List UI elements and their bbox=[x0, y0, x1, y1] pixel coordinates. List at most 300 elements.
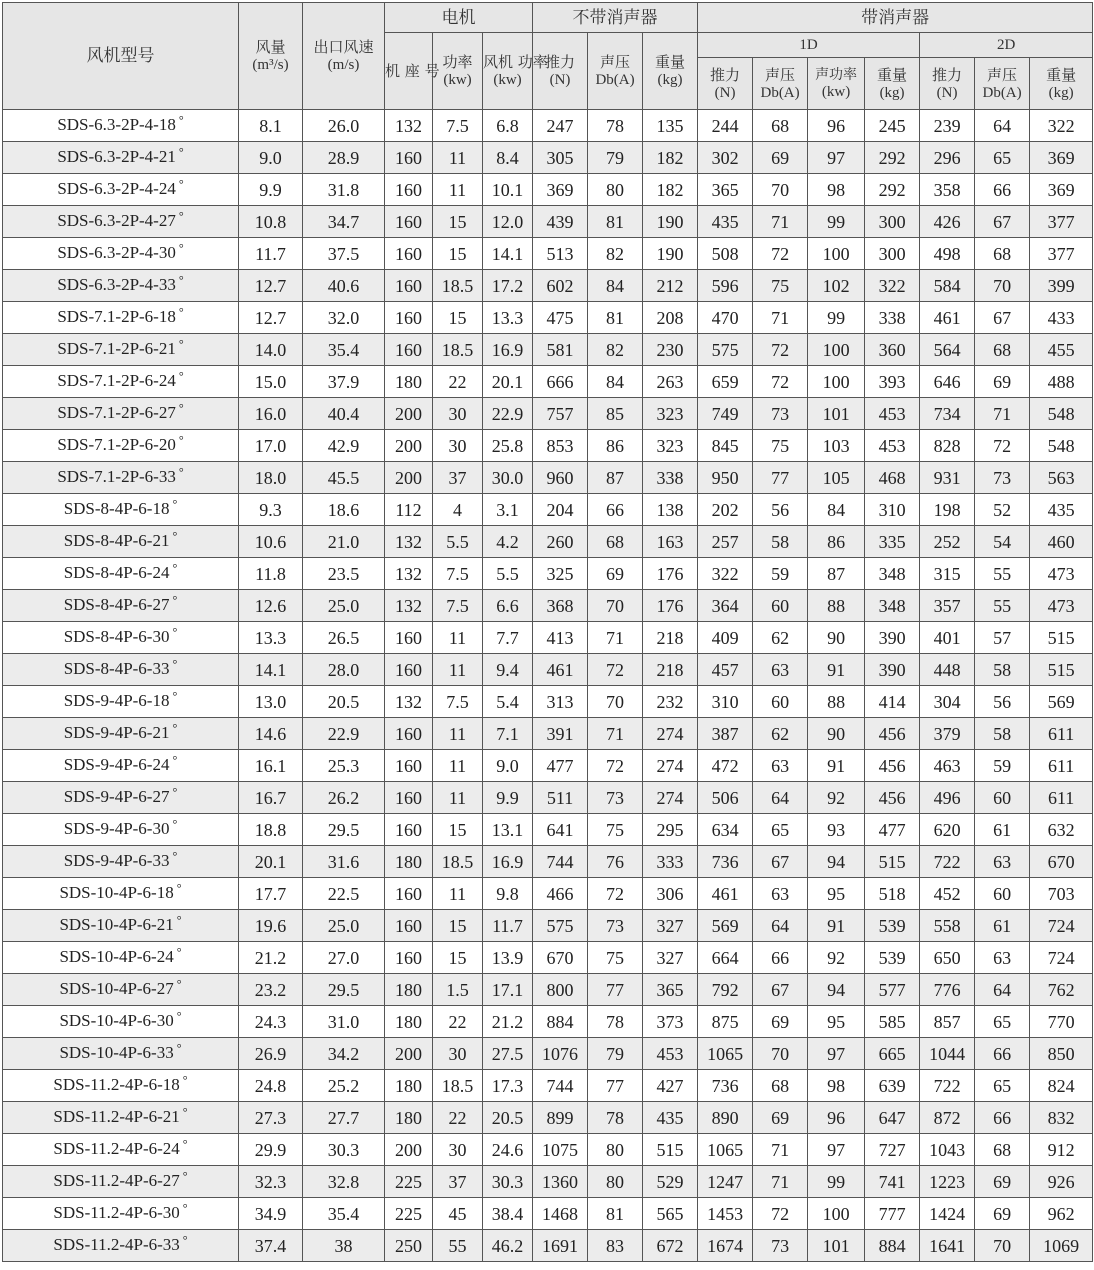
table-cell: 11.8 bbox=[239, 558, 303, 590]
table-cell: 3.1 bbox=[483, 494, 533, 526]
table-row bbox=[3, 1198, 1093, 1230]
table-cell: 225 bbox=[385, 1198, 433, 1230]
header-weight-no-silencer bbox=[643, 33, 698, 110]
header-spl-2d-unit: Db(A) bbox=[982, 84, 1022, 101]
header-motor-power bbox=[433, 33, 483, 110]
table-cell: 16.0 bbox=[239, 398, 303, 430]
table-cell: 569 bbox=[698, 910, 753, 942]
table-cell: 200 bbox=[385, 1134, 433, 1166]
table-row bbox=[3, 878, 1093, 910]
table-cell: 539 bbox=[865, 942, 920, 974]
header-thrust-label: 推力 bbox=[545, 53, 576, 71]
model-name: SDS-8-4P-6-24 bbox=[63, 563, 170, 582]
table-cell: 515 bbox=[643, 1134, 698, 1166]
table-cell: 401 bbox=[920, 622, 975, 654]
table-cell: 65 bbox=[975, 1006, 1030, 1038]
table-cell: 461 bbox=[698, 878, 753, 910]
table-cell: 475 bbox=[533, 302, 588, 334]
degree-mark: ° bbox=[176, 977, 182, 991]
table-cell: 75 bbox=[753, 430, 808, 462]
header-thrust-2d-label: 推力 bbox=[932, 65, 963, 84]
table-cell: 212 bbox=[643, 270, 698, 302]
table-cell: 180 bbox=[385, 974, 433, 1006]
table-cell: 63 bbox=[753, 878, 808, 910]
table-cell: 1691 bbox=[533, 1230, 588, 1262]
table-cell: 32.3 bbox=[239, 1166, 303, 1198]
table-cell: 160 bbox=[385, 654, 433, 686]
table-cell: 29.5 bbox=[303, 814, 385, 846]
table-cell: 17.7 bbox=[239, 878, 303, 910]
table-cell: 24.6 bbox=[483, 1134, 533, 1166]
table-cell: 34.9 bbox=[239, 1198, 303, 1230]
table-cell: 20.5 bbox=[483, 1102, 533, 1134]
table-cell: 736 bbox=[698, 846, 753, 878]
fan-spec-table-container bbox=[2, 2, 1093, 1262]
header-sound-power-1d bbox=[808, 58, 865, 110]
degree-mark: ° bbox=[172, 529, 178, 543]
table-cell: 348 bbox=[865, 590, 920, 622]
table-cell: 15 bbox=[433, 814, 483, 846]
table-cell: 69 bbox=[975, 366, 1030, 398]
model-name: SDS-8-4P-6-18 bbox=[63, 499, 170, 518]
table-cell: 468 bbox=[865, 462, 920, 494]
model-name: SDS-10-4P-6-33 bbox=[59, 1043, 174, 1062]
header-spl-1d bbox=[753, 58, 808, 110]
fan-spec-table bbox=[2, 2, 1093, 1262]
table-cell: 68 bbox=[975, 334, 1030, 366]
table-cell: 11 bbox=[433, 782, 483, 814]
model-cell bbox=[3, 334, 239, 366]
table-cell: 163 bbox=[643, 526, 698, 558]
table-cell: 69 bbox=[753, 1102, 808, 1134]
table-cell: 59 bbox=[975, 750, 1030, 782]
table-cell: 176 bbox=[643, 590, 698, 622]
table-cell: 1247 bbox=[698, 1166, 753, 1198]
table-cell: 672 bbox=[643, 1230, 698, 1262]
table-row bbox=[3, 206, 1093, 238]
table-cell: 132 bbox=[385, 558, 433, 590]
table-cell: 100 bbox=[808, 366, 865, 398]
table-cell: 639 bbox=[865, 1070, 920, 1102]
table-cell: 875 bbox=[698, 1006, 753, 1038]
table-cell: 300 bbox=[865, 206, 920, 238]
model-name: SDS-7.1-2P-6-20 bbox=[57, 435, 176, 454]
model-cell bbox=[3, 590, 239, 622]
table-cell: 292 bbox=[865, 142, 920, 174]
table-cell: 304 bbox=[920, 686, 975, 718]
table-cell: 473 bbox=[1030, 590, 1093, 622]
table-cell: 439 bbox=[533, 206, 588, 238]
table-cell: 225 bbox=[385, 1166, 433, 1198]
table-cell: 452 bbox=[920, 878, 975, 910]
table-cell: 180 bbox=[385, 846, 433, 878]
table-cell: 244 bbox=[698, 110, 753, 142]
model-cell bbox=[3, 782, 239, 814]
table-cell: 37.5 bbox=[303, 238, 385, 270]
header-motor-frame-char-1: 机 bbox=[385, 62, 401, 80]
table-row bbox=[3, 782, 1093, 814]
model-name: SDS-9-4P-6-24 bbox=[63, 755, 170, 774]
table-cell: 245 bbox=[865, 110, 920, 142]
table-cell: 620 bbox=[920, 814, 975, 846]
table-cell: 664 bbox=[698, 942, 753, 974]
table-cell: 25.2 bbox=[303, 1070, 385, 1102]
table-cell: 1065 bbox=[698, 1134, 753, 1166]
table-cell: 69 bbox=[975, 1198, 1030, 1230]
model-cell bbox=[3, 494, 239, 526]
table-cell: 1453 bbox=[698, 1198, 753, 1230]
table-cell: 1044 bbox=[920, 1038, 975, 1070]
table-cell: 17.3 bbox=[483, 1070, 533, 1102]
table-cell: 611 bbox=[1030, 782, 1093, 814]
table-cell: 38.4 bbox=[483, 1198, 533, 1230]
model-name: SDS-8-4P-6-33 bbox=[63, 659, 170, 678]
table-cell: 703 bbox=[1030, 878, 1093, 910]
table-cell: 96 bbox=[808, 110, 865, 142]
table-cell: 92 bbox=[808, 782, 865, 814]
model-cell bbox=[3, 526, 239, 558]
degree-mark: ° bbox=[172, 561, 178, 575]
table-cell: 13.1 bbox=[483, 814, 533, 846]
table-cell: 741 bbox=[865, 1166, 920, 1198]
header-motor-frame-char-2: 座 bbox=[404, 62, 420, 80]
degree-mark: ° bbox=[182, 1137, 188, 1151]
table-cell: 724 bbox=[1030, 942, 1093, 974]
degree-mark: ° bbox=[172, 785, 178, 799]
table-cell: 12.6 bbox=[239, 590, 303, 622]
table-cell: 68 bbox=[975, 238, 1030, 270]
table-cell: 387 bbox=[698, 718, 753, 750]
table-cell: 9.9 bbox=[239, 174, 303, 206]
table-cell: 20.1 bbox=[483, 366, 533, 398]
table-cell: 135 bbox=[643, 110, 698, 142]
table-cell: 15.0 bbox=[239, 366, 303, 398]
table-cell: 7.5 bbox=[433, 558, 483, 590]
model-cell bbox=[3, 814, 239, 846]
table-cell: 1065 bbox=[698, 1038, 753, 1070]
table-cell: 18.8 bbox=[239, 814, 303, 846]
table-cell: 17.2 bbox=[483, 270, 533, 302]
table-cell: 9.0 bbox=[239, 142, 303, 174]
table-cell: 182 bbox=[643, 174, 698, 206]
model-cell bbox=[3, 1166, 239, 1198]
degree-mark: ° bbox=[178, 433, 184, 447]
table-cell: 69 bbox=[753, 142, 808, 174]
table-cell: 63 bbox=[753, 750, 808, 782]
table-cell: 18.5 bbox=[433, 270, 483, 302]
model-name: SDS-8-4P-6-21 bbox=[63, 531, 170, 550]
table-cell: 581 bbox=[533, 334, 588, 366]
table-cell: 67 bbox=[753, 846, 808, 878]
table-cell: 97 bbox=[808, 1038, 865, 1070]
model-cell bbox=[3, 974, 239, 1006]
table-cell: 511 bbox=[533, 782, 588, 814]
header-2d-label: 2D bbox=[996, 37, 1016, 53]
table-cell: 15 bbox=[433, 206, 483, 238]
table-cell: 55 bbox=[433, 1230, 483, 1262]
table-cell: 160 bbox=[385, 814, 433, 846]
table-cell: 45.5 bbox=[303, 462, 385, 494]
table-cell: 69 bbox=[975, 1166, 1030, 1198]
table-cell: 63 bbox=[975, 846, 1030, 878]
table-cell: 602 bbox=[533, 270, 588, 302]
table-cell: 1075 bbox=[533, 1134, 588, 1166]
table-cell: 37 bbox=[433, 462, 483, 494]
model-name: SDS-10-4P-6-27 bbox=[59, 979, 174, 998]
table-cell: 736 bbox=[698, 1070, 753, 1102]
table-cell: 24.8 bbox=[239, 1070, 303, 1102]
header-motor-power-label: 功率 bbox=[442, 53, 473, 71]
table-cell: 55 bbox=[975, 590, 1030, 622]
table-cell: 338 bbox=[643, 462, 698, 494]
model-cell bbox=[3, 366, 239, 398]
degree-mark: ° bbox=[178, 369, 184, 383]
table-cell: 68 bbox=[753, 110, 808, 142]
table-header bbox=[3, 3, 1093, 110]
table-cell: 132 bbox=[385, 590, 433, 622]
table-cell: 575 bbox=[533, 910, 588, 942]
table-cell: 73 bbox=[753, 398, 808, 430]
table-cell: 24.3 bbox=[239, 1006, 303, 1038]
header-thrust-unit: (N) bbox=[549, 72, 571, 88]
model-name: SDS-11.2-4P-6-30 bbox=[53, 1203, 180, 1222]
table-cell: 11.7 bbox=[239, 238, 303, 270]
table-cell: 391 bbox=[533, 718, 588, 750]
table-cell: 77 bbox=[588, 974, 643, 1006]
table-cell: 68 bbox=[753, 1070, 808, 1102]
model-name: SDS-8-4P-6-30 bbox=[63, 627, 170, 646]
table-cell: 845 bbox=[698, 430, 753, 462]
degree-mark: ° bbox=[178, 209, 184, 223]
table-cell: 11 bbox=[433, 174, 483, 206]
model-name: SDS-9-4P-6-27 bbox=[63, 787, 170, 806]
table-cell: 461 bbox=[920, 302, 975, 334]
table-cell: 20.5 bbox=[303, 686, 385, 718]
table-cell: 414 bbox=[865, 686, 920, 718]
table-cell: 78 bbox=[588, 1102, 643, 1134]
header-fan-power-line-2: 功率 bbox=[517, 53, 548, 71]
model-name: SDS-6.3-2P-4-33 bbox=[57, 275, 176, 294]
table-cell: 647 bbox=[865, 1102, 920, 1134]
table-cell: 515 bbox=[865, 846, 920, 878]
table-cell: 101 bbox=[808, 1230, 865, 1262]
model-name: SDS-6.3-2P-4-27 bbox=[57, 211, 176, 230]
table-cell: 306 bbox=[643, 878, 698, 910]
table-cell: 22.5 bbox=[303, 878, 385, 910]
table-cell: 35.4 bbox=[303, 334, 385, 366]
table-cell: 477 bbox=[865, 814, 920, 846]
table-cell: 529 bbox=[643, 1166, 698, 1198]
table-cell: 92 bbox=[808, 942, 865, 974]
table-cell: 71 bbox=[975, 398, 1030, 430]
header-outlet-speed-unit: (m/s) bbox=[327, 57, 360, 73]
header-sound-power-1d-unit: (kw) bbox=[821, 83, 851, 100]
degree-mark: ° bbox=[172, 817, 178, 831]
table-cell: 160 bbox=[385, 238, 433, 270]
model-name: SDS-9-4P-6-21 bbox=[63, 723, 170, 742]
table-cell: 180 bbox=[385, 366, 433, 398]
table-cell: 73 bbox=[975, 462, 1030, 494]
table-cell: 13.0 bbox=[239, 686, 303, 718]
table-cell: 960 bbox=[533, 462, 588, 494]
model-cell bbox=[3, 1070, 239, 1102]
table-cell: 71 bbox=[753, 206, 808, 238]
table-cell: 8.4 bbox=[483, 142, 533, 174]
table-cell: 650 bbox=[920, 942, 975, 974]
table-cell: 160 bbox=[385, 782, 433, 814]
table-cell: 67 bbox=[753, 974, 808, 1006]
table-cell: 60 bbox=[753, 686, 808, 718]
table-cell: 632 bbox=[1030, 814, 1093, 846]
table-cell: 508 bbox=[698, 238, 753, 270]
table-cell: 569 bbox=[1030, 686, 1093, 718]
header-motor-frame-char-3: 号 bbox=[424, 62, 440, 80]
table-cell: 86 bbox=[588, 430, 643, 462]
table-cell: 369 bbox=[533, 174, 588, 206]
degree-mark: ° bbox=[178, 305, 184, 319]
table-cell: 29.5 bbox=[303, 974, 385, 1006]
table-cell: 31.8 bbox=[303, 174, 385, 206]
table-cell: 325 bbox=[533, 558, 588, 590]
table-cell: 61 bbox=[975, 814, 1030, 846]
degree-mark: ° bbox=[172, 753, 178, 767]
header-model: 风机型号 bbox=[3, 3, 239, 110]
table-cell: 66 bbox=[588, 494, 643, 526]
table-cell: 13.9 bbox=[483, 942, 533, 974]
table-cell: 456 bbox=[865, 782, 920, 814]
table-cell: 103 bbox=[808, 430, 865, 462]
table-cell: 744 bbox=[533, 846, 588, 878]
table-cell: 30.0 bbox=[483, 462, 533, 494]
table-cell: 292 bbox=[865, 174, 920, 206]
table-cell: 23.2 bbox=[239, 974, 303, 1006]
table-cell: 26.2 bbox=[303, 782, 385, 814]
table-cell: 252 bbox=[920, 526, 975, 558]
table-cell: 1.5 bbox=[433, 974, 483, 1006]
table-cell: 611 bbox=[1030, 718, 1093, 750]
table-cell: 160 bbox=[385, 622, 433, 654]
table-cell: 71 bbox=[588, 622, 643, 654]
table-cell: 322 bbox=[865, 270, 920, 302]
table-row bbox=[3, 110, 1093, 142]
table-cell: 64 bbox=[975, 974, 1030, 1006]
table-cell: 208 bbox=[643, 302, 698, 334]
table-cell: 461 bbox=[533, 654, 588, 686]
table-cell: 97 bbox=[808, 1134, 865, 1166]
table-cell: 9.8 bbox=[483, 878, 533, 910]
table-cell: 26.0 bbox=[303, 110, 385, 142]
table-cell: 247 bbox=[533, 110, 588, 142]
table-cell: 99 bbox=[808, 1166, 865, 1198]
model-cell bbox=[3, 142, 239, 174]
table-cell: 666 bbox=[533, 366, 588, 398]
table-cell: 322 bbox=[1030, 110, 1093, 142]
table-cell: 112 bbox=[385, 494, 433, 526]
table-cell: 912 bbox=[1030, 1134, 1093, 1166]
table-row bbox=[3, 1102, 1093, 1134]
table-cell: 373 bbox=[643, 1006, 698, 1038]
header-2d-group bbox=[920, 33, 1093, 58]
table-cell: 16.9 bbox=[483, 846, 533, 878]
table-cell: 95 bbox=[808, 1006, 865, 1038]
header-airflow-unit: (m³/s) bbox=[252, 57, 289, 73]
degree-mark: ° bbox=[178, 241, 184, 255]
table-cell: 302 bbox=[698, 142, 753, 174]
table-cell: 132 bbox=[385, 110, 433, 142]
model-name: SDS-7.1-2P-6-21 bbox=[57, 339, 176, 358]
table-cell: 358 bbox=[920, 174, 975, 206]
table-cell: 564 bbox=[920, 334, 975, 366]
header-no-silencer-group: 不带消声器 bbox=[533, 3, 698, 33]
table-cell: 1468 bbox=[533, 1198, 588, 1230]
model-cell bbox=[3, 238, 239, 270]
table-row bbox=[3, 526, 1093, 558]
table-cell: 11 bbox=[433, 654, 483, 686]
table-cell: 180 bbox=[385, 1070, 433, 1102]
table-cell: 310 bbox=[865, 494, 920, 526]
table-cell: 8.1 bbox=[239, 110, 303, 142]
table-cell: 37.9 bbox=[303, 366, 385, 398]
table-cell: 828 bbox=[920, 430, 975, 462]
table-row bbox=[3, 910, 1093, 942]
model-name: SDS-11.2-4P-6-27 bbox=[53, 1171, 180, 1190]
table-cell: 548 bbox=[1030, 398, 1093, 430]
table-cell: 40.4 bbox=[303, 398, 385, 430]
table-cell: 21.0 bbox=[303, 526, 385, 558]
table-cell: 83 bbox=[588, 1230, 643, 1262]
table-cell: 176 bbox=[643, 558, 698, 590]
model-name: SDS-10-4P-6-24 bbox=[59, 947, 174, 966]
table-cell: 11 bbox=[433, 142, 483, 174]
table-cell: 463 bbox=[920, 750, 975, 782]
table-cell: 4 bbox=[433, 494, 483, 526]
table-cell: 455 bbox=[1030, 334, 1093, 366]
table-cell: 453 bbox=[643, 1038, 698, 1070]
table-cell: 27.0 bbox=[303, 942, 385, 974]
table-cell: 46.2 bbox=[483, 1230, 533, 1262]
table-cell: 72 bbox=[753, 366, 808, 398]
model-name: SDS-9-4P-6-30 bbox=[63, 819, 170, 838]
table-cell: 95 bbox=[808, 878, 865, 910]
degree-mark: ° bbox=[172, 657, 178, 671]
table-cell: 67 bbox=[975, 302, 1030, 334]
model-name: SDS-11.2-4P-6-33 bbox=[53, 1235, 180, 1254]
degree-mark: ° bbox=[182, 1073, 188, 1087]
table-cell: 611 bbox=[1030, 750, 1093, 782]
table-cell: 727 bbox=[865, 1134, 920, 1166]
degree-mark: ° bbox=[176, 1041, 182, 1055]
model-name: SDS-11.2-4P-6-21 bbox=[53, 1107, 180, 1126]
model-name: SDS-11.2-4P-6-18 bbox=[53, 1075, 180, 1094]
table-cell: 393 bbox=[865, 366, 920, 398]
table-cell: 722 bbox=[920, 1070, 975, 1102]
degree-mark: ° bbox=[172, 593, 178, 607]
header-thrust-1d-label: 推力 bbox=[710, 65, 741, 84]
degree-mark: ° bbox=[182, 1105, 188, 1119]
header-spl-2d bbox=[975, 58, 1030, 110]
header-sound-power-1d-label: 声功率 bbox=[815, 66, 858, 83]
model-cell bbox=[3, 1006, 239, 1038]
table-cell: 40.6 bbox=[303, 270, 385, 302]
table-cell: 200 bbox=[385, 462, 433, 494]
table-cell: 30 bbox=[433, 1134, 483, 1166]
table-cell: 86 bbox=[808, 526, 865, 558]
table-cell: 563 bbox=[1030, 462, 1093, 494]
degree-mark: ° bbox=[178, 177, 184, 191]
table-cell: 30.3 bbox=[303, 1134, 385, 1166]
table-cell: 665 bbox=[865, 1038, 920, 1070]
table-cell: 11 bbox=[433, 878, 483, 910]
